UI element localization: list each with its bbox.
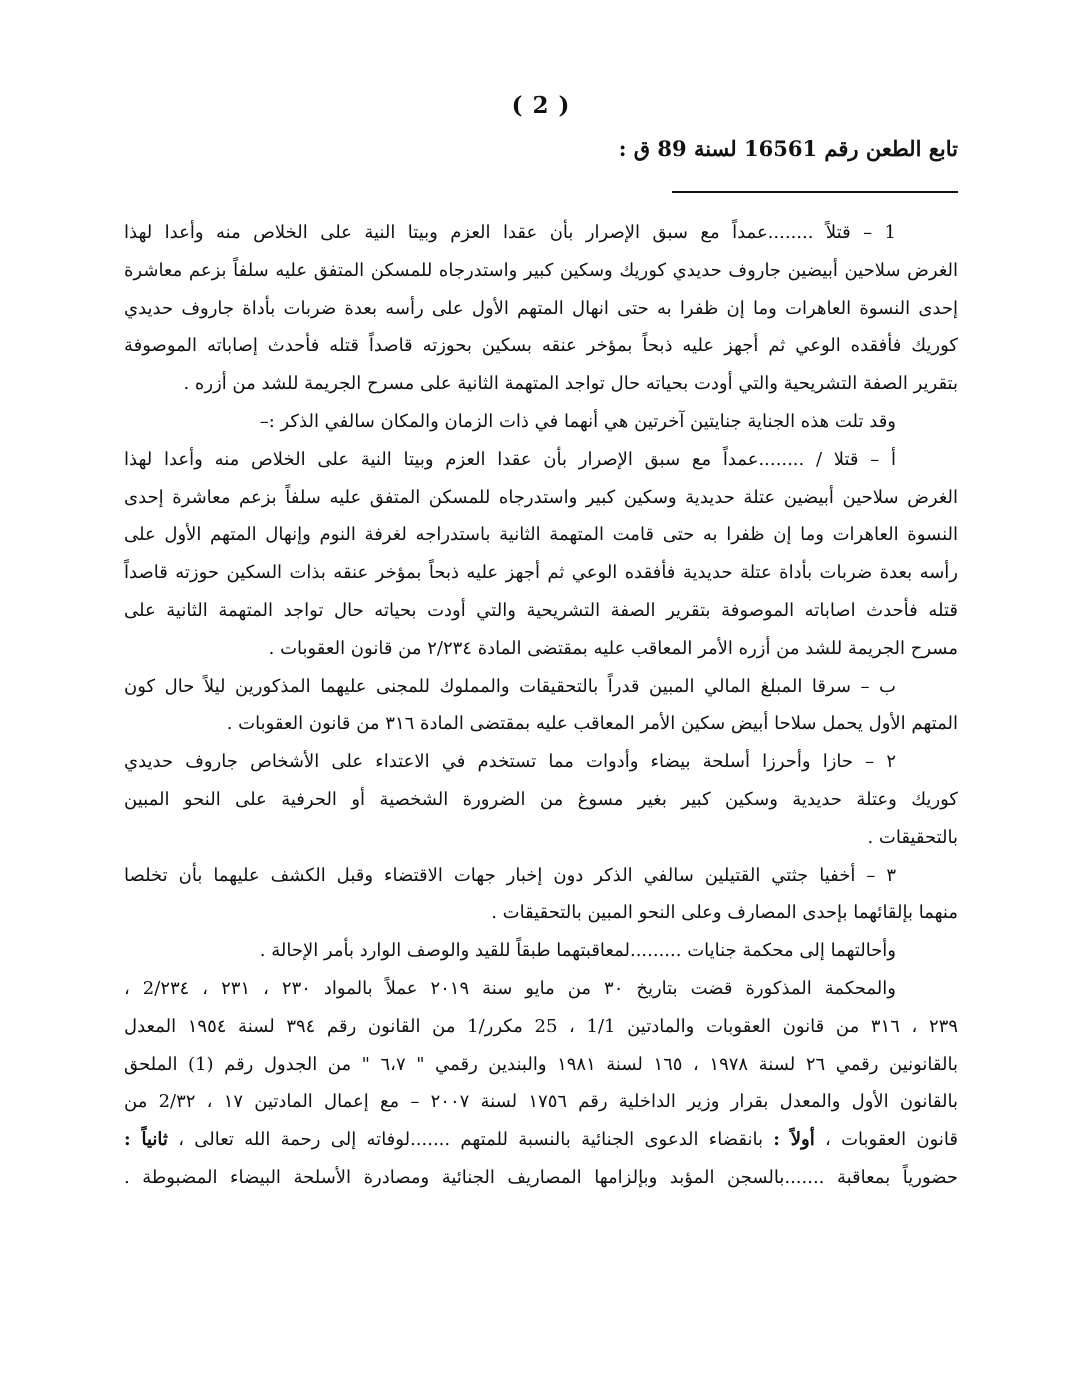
body-line: حضورياً بمعاقبة .......بالسجن المؤبد وبإلزامها المصاريف الجنائية ومصادرة الأسلحة البيضاء المضبوطة . (124, 1166, 958, 1188)
body-line: بالتحقيقات . (867, 826, 958, 848)
body-line: كوريك فأفقده الوعي ثم أجهز عليه ذبحاً بمؤخر عنقه بسكين بحوزته قاصداً قتله فأحدث إصاباته الموصوفة (124, 335, 958, 357)
body-line: بالقانونين رقمي ٢٦ لسنة ١٩٧٨ ، ١٦٥ لسنة ١٩٨١ والبندين رقمي " ٦،٧ " من الجدول رقم (1) الملحق (124, 1053, 958, 1075)
body-line: المتهم الأول يحمل سلاحا أبيض سكين الأمر المعاقب عليه بمقتضى المادة ٣١٦ من قانون العقوبات . (226, 713, 958, 735)
body-line: 1 – قتلاً ........عمداً مع سبق الإصرار بأن عقدا العزم وبيتا النية على الخلاص منه وأعدا لهذا (124, 222, 896, 243)
page-number: ( 2 ) (511, 92, 571, 119)
body-line: قانون العقوبات ، أولاً : بانقضاء الدعوى الجنائية بالنسبة للمتهم .......لوفاته إلى رحمة الله تعالى ، ثانياً : (124, 1129, 958, 1151)
body-line: الغرض سلاحين أبيضين جاروف حديدي كوريك وسكين كبير واستدرجاه للمسكن المتفق عليه سلفاً بزعم معاشرة (124, 259, 958, 281)
body-line: ٣ – أخفيا جثتي القتيلين سالفي الذكر دون إخبار جهات الاقتضاء وقبل الكشف عليهما بأن تخلصا (124, 864, 896, 886)
body-line: قتله فأحدث اصاباته الموصوفة بتقرير الصفة التشريحية والتي أودت بحياته حال تواجد المتهمة الثانية على (124, 599, 958, 621)
body-line: ٢٣٩ ، ٣١٦ من قانون العقوبات والمادتين 1/1 ، 25 مكرر/1 من القانون رقم ٣٩٤ لسنة ١٩٥٤ المعدل (124, 1015, 958, 1037)
body-line: بتقرير الصفة التشريحية والتي أودت بحياته حال تواجد المتهمة الثانية على مسرح الجريمة للشد من أزره . (183, 373, 958, 395)
bold-phrase: أولاً : (773, 1129, 815, 1151)
body-line: ب – سرقا المبلغ المالي المبين قدراً بالتحقيقات والمملوك للمجنى عليهما المذكورين ليلاً حال كون (124, 675, 896, 697)
body-line: مسرح الجريمة للشد من أزره الأمر المعاقب عليه بمقتضى المادة ٢/٢٣٤ من قانون العقوبات . (268, 637, 958, 659)
body-line: رأسه بعدة ضربات بأداة عتلة حديدية فأفقده الوعي ثم أجهز عليه ذبحاً بمؤخر عنقه بذات السكين حوزته قاصداً (124, 562, 958, 584)
header-separator (672, 191, 958, 193)
body-line: الغرض سلاحين أبيضين عتلة حديدية وسكين كبير واستدرجاه للمسكن المتفق عليه سلفاً بزعم معاشرة إحدى (124, 486, 958, 508)
bold-phrase: ثانياً : (124, 1129, 168, 1151)
body-line: منهما بإلقائهما بإحدى المصارف وعلى النحو المبين بالتحقيقات . (491, 902, 958, 924)
body-line: بالقانون الأول والمعدل بقرار وزير الداخلية رقم ١٧٥٦ لسنة ٢٠٠٧ – مع إعمال المادتين ١٧ ، 2/٣٢ من (124, 1091, 958, 1113)
body-line: إحدى النسوة العاهرات وما إن ظفرا به حتى انهال المتهم الأول على رأسه بعدة ضربات بأداة جاروف حديدي (124, 297, 958, 319)
body-line: وأحالتهما إلى محكمة جنايات .........لمعاقبتهما طبقاً للقيد والوصف الوارد بأمر الإحالة . (259, 940, 896, 962)
body-line: النسوة العاهرات وما إن ظفرا به حتى قامت المتهمة الثانية باستدراجه لغرفة النوم وإنهال المتهم الأول على (124, 524, 958, 546)
document-body (124, 214, 958, 1197)
body-line: والمحكمة المذكورة قضت بتاريخ ٣٠ من مايو سنة ٢٠١٩ عملاً بالمواد ٢٣٠ ، ٢٣١ ، 2/٢٣٤ ، (124, 977, 896, 999)
body-line: وقد تلت هذه الجناية جنايتين آخرتين هي أنهما في ذات الزمان والمكان سالفي الذكر :– (259, 410, 896, 432)
body-line: كوريك وعتلة حديدية وسكين كبير بغير مسوغ من الضرورة الشخصية أو الحرفية على النحو المبين (124, 788, 958, 810)
case-header: تابع الطعن رقم 16561 لسنة 89 ق : (618, 136, 958, 161)
body-line: أ – قتلا / ........عمداً مع سبق الإصرار بأن عقدا العزم وبيتا النية على الخلاص منه وأعدا لهذا (124, 448, 896, 470)
body-line: ٢ – حازا وأحرزا أسلحة بيضاء وأدوات مما تستخدم في الاعتداء على الأشخاص جاروف حديدي (124, 751, 896, 773)
